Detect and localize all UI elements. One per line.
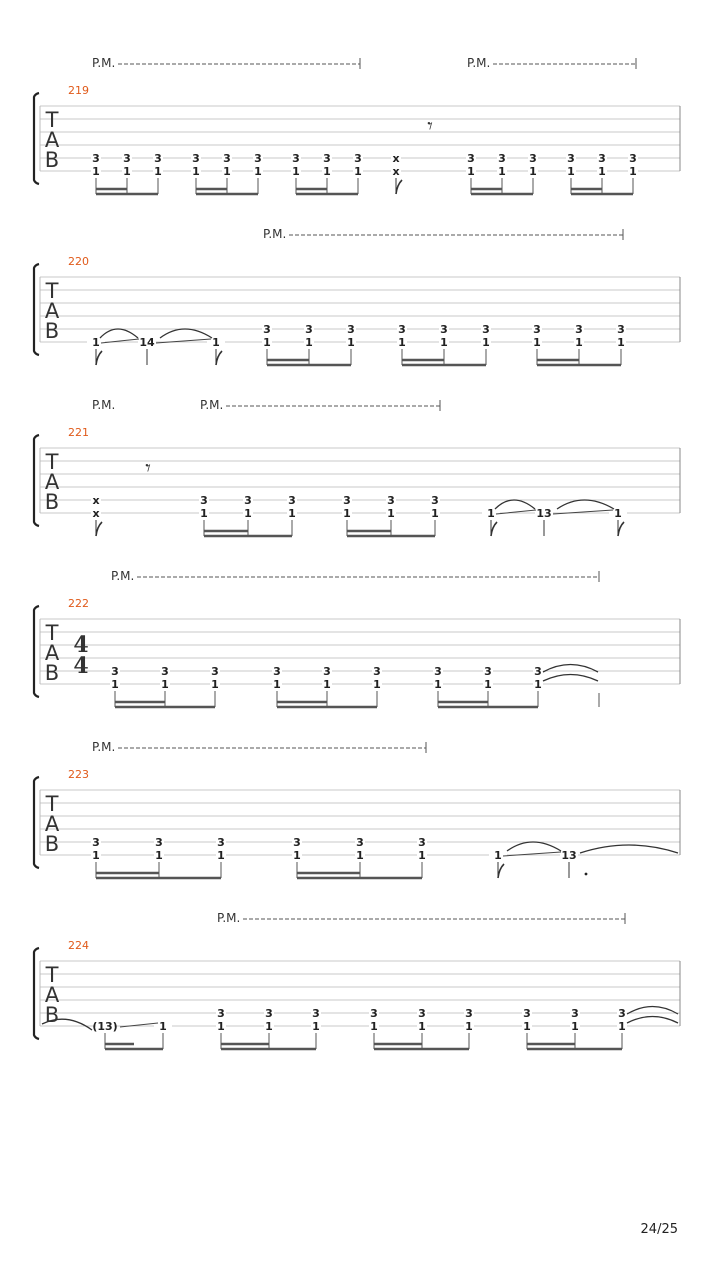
fret-number: 1 bbox=[292, 165, 300, 178]
fret-number: 1 bbox=[598, 165, 606, 178]
fret-number: 1 bbox=[498, 165, 506, 178]
fret-number: 1 bbox=[211, 678, 219, 691]
fret-number: 3 bbox=[498, 152, 506, 165]
measure-number: 220 bbox=[68, 255, 89, 268]
fret-number: 3 bbox=[373, 665, 381, 678]
fret-number: 3 bbox=[244, 494, 252, 507]
fret-number: 1 bbox=[533, 336, 541, 349]
fret-number: 1 bbox=[617, 336, 625, 349]
fret-number: 3 bbox=[370, 1007, 378, 1020]
fret-number: 3 bbox=[617, 323, 625, 336]
fret-number: 1 bbox=[200, 507, 208, 520]
fret-number: 3 bbox=[293, 836, 301, 849]
fret-number: 1 bbox=[494, 849, 502, 862]
page-number: 24/25 bbox=[640, 1222, 678, 1237]
measure-number: 223 bbox=[68, 768, 89, 781]
fret-number: 1 bbox=[254, 165, 262, 178]
palm-mute-label: P.M. bbox=[92, 398, 116, 412]
fret-number: 1 bbox=[434, 678, 442, 691]
measure-number: 224 bbox=[68, 939, 89, 952]
fret-number: 1 bbox=[223, 165, 231, 178]
fret-number: 1 bbox=[465, 1020, 473, 1033]
fret-number: 3 bbox=[288, 494, 296, 507]
palm-mute-label: P.M. bbox=[92, 56, 116, 70]
tab-clef-t: T bbox=[45, 792, 59, 816]
eighth-flag bbox=[96, 351, 102, 365]
fret-number: 1 bbox=[529, 165, 537, 178]
fret-number: 1 bbox=[263, 336, 271, 349]
tab-clef-a: A bbox=[44, 128, 60, 152]
fret-number: 1 bbox=[273, 678, 281, 691]
fret-number: 1 bbox=[575, 336, 583, 349]
palm-mute-label: P.M. bbox=[467, 56, 491, 70]
fret-number: 1 bbox=[440, 336, 448, 349]
fret-number: 3 bbox=[534, 665, 542, 678]
fret-number: 3 bbox=[273, 665, 281, 678]
fret-number: 3 bbox=[92, 836, 100, 849]
measure-number: 219 bbox=[68, 84, 89, 97]
fret-number: 1 bbox=[629, 165, 637, 178]
system-bracket bbox=[34, 606, 39, 697]
fret-number: 3 bbox=[523, 1007, 531, 1020]
fret-number: 3 bbox=[356, 836, 364, 849]
fret-number: 1 bbox=[92, 165, 100, 178]
fret-number: 1 bbox=[192, 165, 200, 178]
tab-clef-b: B bbox=[44, 490, 60, 514]
fret-number: 1 bbox=[418, 1020, 426, 1033]
fret-number: 3 bbox=[323, 665, 331, 678]
eighth-flag bbox=[216, 351, 222, 365]
fret-number: 3 bbox=[567, 152, 575, 165]
fret-number: 1 bbox=[123, 165, 131, 178]
tab-clef-b: B bbox=[44, 148, 60, 172]
system-bracket bbox=[34, 948, 39, 1039]
fret-number: 1 bbox=[323, 165, 331, 178]
fret-number: 3 bbox=[92, 152, 100, 165]
fret-number: 3 bbox=[200, 494, 208, 507]
tab-clef-t: T bbox=[45, 450, 59, 474]
slur bbox=[160, 329, 212, 338]
eighth-rest: 𝄾 bbox=[145, 456, 151, 480]
fret-number: 1 bbox=[484, 678, 492, 691]
fret-number: 1 bbox=[356, 849, 364, 862]
measure-number: 221 bbox=[68, 426, 89, 439]
fret-number: 1 bbox=[159, 1020, 167, 1033]
fret-number: 3 bbox=[292, 152, 300, 165]
fret-number: 13 bbox=[561, 849, 577, 862]
fret-number: 3 bbox=[434, 665, 442, 678]
palm-mute-label: P.M. bbox=[111, 569, 135, 583]
fret-number: 3 bbox=[467, 152, 475, 165]
fret-number: 1 bbox=[312, 1020, 320, 1033]
fret-number: 3 bbox=[482, 323, 490, 336]
fret-number: 3 bbox=[254, 152, 262, 165]
fret-number: 1 bbox=[618, 1020, 626, 1033]
tab-clef-a: A bbox=[44, 299, 60, 323]
eighth-flag bbox=[491, 522, 497, 536]
fret-number: 1 bbox=[161, 678, 169, 691]
fret-number: 3 bbox=[533, 323, 541, 336]
fret-number: 1 bbox=[265, 1020, 273, 1033]
fret-number: 1 bbox=[92, 336, 100, 349]
eighth-flag bbox=[96, 522, 102, 536]
slur bbox=[100, 329, 138, 338]
slur bbox=[495, 500, 535, 509]
tie bbox=[543, 675, 598, 682]
fret-number: 1 bbox=[288, 507, 296, 520]
fret-number: 1 bbox=[244, 507, 252, 520]
fret-number: 1 bbox=[354, 165, 362, 178]
fret-number: 1 bbox=[343, 507, 351, 520]
system-bracket bbox=[34, 435, 39, 526]
fret-number: 1 bbox=[487, 507, 495, 520]
system-5 bbox=[34, 740, 680, 878]
fret-number: 3 bbox=[192, 152, 200, 165]
fret-number: 14 bbox=[139, 336, 155, 349]
system-bracket bbox=[34, 93, 39, 184]
fret-number: 3 bbox=[418, 836, 426, 849]
fret-number: 1 bbox=[467, 165, 475, 178]
palm-mute-label: P.M. bbox=[217, 911, 241, 925]
fret-number: 3 bbox=[154, 152, 162, 165]
palm-mute-label: P.M. bbox=[92, 740, 116, 754]
fret-number: x bbox=[392, 165, 400, 178]
fret-number: 3 bbox=[312, 1007, 320, 1020]
fret-number: 1 bbox=[418, 849, 426, 862]
fret-number: 1 bbox=[293, 849, 301, 862]
fret-number: 3 bbox=[440, 323, 448, 336]
fret-number: 1 bbox=[370, 1020, 378, 1033]
fret-number: 3 bbox=[265, 1007, 273, 1020]
tab-clef-b: B bbox=[44, 832, 60, 856]
palm-mute-label: P.M. bbox=[200, 398, 224, 412]
fret-number: 1 bbox=[534, 678, 542, 691]
eighth-flag bbox=[498, 864, 504, 878]
fret-number: 3 bbox=[618, 1007, 626, 1020]
fret-number: x bbox=[92, 494, 100, 507]
fret-number: 1 bbox=[347, 336, 355, 349]
fret-number: 3 bbox=[398, 323, 406, 336]
fret-number: 3 bbox=[263, 323, 271, 336]
fret-number: 3 bbox=[571, 1007, 579, 1020]
fret-number: 1 bbox=[323, 678, 331, 691]
eighth-flag bbox=[396, 180, 402, 194]
fret-number: x bbox=[392, 152, 400, 165]
slur bbox=[557, 500, 614, 509]
tab-clef-t: T bbox=[45, 621, 59, 645]
system-2 bbox=[34, 227, 680, 365]
fret-number: x bbox=[92, 507, 100, 520]
fret-number: 3 bbox=[387, 494, 395, 507]
system-bracket bbox=[34, 264, 39, 355]
fret-number: 1 bbox=[373, 678, 381, 691]
fret-number: 3 bbox=[217, 1007, 225, 1020]
slur bbox=[507, 842, 561, 851]
tab-clef-b: B bbox=[44, 1003, 60, 1027]
fret-number: 1 bbox=[482, 336, 490, 349]
fret-number: 1 bbox=[155, 849, 163, 862]
tie bbox=[627, 1017, 678, 1024]
fret-number: 13 bbox=[536, 507, 552, 520]
time-signature-top: 4 bbox=[73, 632, 89, 658]
tab-clef-a: A bbox=[44, 983, 60, 1007]
dot bbox=[585, 873, 588, 876]
tab-clef-b: B bbox=[44, 661, 60, 685]
fret-number: 3 bbox=[217, 836, 225, 849]
tab-clef-a: A bbox=[44, 470, 60, 494]
fret-number: 1 bbox=[212, 336, 220, 349]
time-signature-bottom: 4 bbox=[73, 653, 89, 679]
fret-number: 1 bbox=[567, 165, 575, 178]
fret-number: 3 bbox=[629, 152, 637, 165]
measure-number: 222 bbox=[68, 597, 89, 610]
fret-number: 1 bbox=[217, 1020, 225, 1033]
fret-number: 3 bbox=[211, 665, 219, 678]
fret-number: 1 bbox=[523, 1020, 531, 1033]
tab-clef-t: T bbox=[45, 108, 59, 132]
fret-number: 1 bbox=[111, 678, 119, 691]
fret-number: 1 bbox=[305, 336, 313, 349]
tie bbox=[580, 845, 678, 853]
fret-number: 3 bbox=[223, 152, 231, 165]
fret-number: 3 bbox=[529, 152, 537, 165]
fret-number: 3 bbox=[111, 665, 119, 678]
fret-number: 1 bbox=[614, 507, 622, 520]
fret-number: 3 bbox=[484, 665, 492, 678]
fret-number: 3 bbox=[575, 323, 583, 336]
system-6 bbox=[34, 911, 680, 1049]
fret-number: 1 bbox=[387, 507, 395, 520]
tab-clef-t: T bbox=[45, 279, 59, 303]
fret-number: 3 bbox=[465, 1007, 473, 1020]
palm-mute-label: P.M. bbox=[263, 227, 287, 241]
fret-number: 1 bbox=[571, 1020, 579, 1033]
fret-number: (13) bbox=[92, 1020, 118, 1033]
eighth-rest: 𝄾 bbox=[427, 114, 433, 138]
tab-clef-b: B bbox=[44, 319, 60, 343]
fret-number: 3 bbox=[354, 152, 362, 165]
fret-number: 3 bbox=[598, 152, 606, 165]
fret-number: 1 bbox=[431, 507, 439, 520]
fret-number: 3 bbox=[418, 1007, 426, 1020]
fret-number: 3 bbox=[347, 323, 355, 336]
system-3 bbox=[34, 398, 680, 536]
fret-number: 3 bbox=[305, 323, 313, 336]
system-4 bbox=[34, 569, 680, 707]
fret-number: 1 bbox=[217, 849, 225, 862]
fret-number: 3 bbox=[323, 152, 331, 165]
tab-clef-a: A bbox=[44, 641, 60, 665]
fret-number: 3 bbox=[431, 494, 439, 507]
fret-number: 1 bbox=[92, 849, 100, 862]
fret-number: 1 bbox=[154, 165, 162, 178]
tab-clef-t: T bbox=[45, 963, 59, 987]
fret-number: 3 bbox=[161, 665, 169, 678]
tab-clef-a: A bbox=[44, 812, 60, 836]
eighth-flag bbox=[618, 522, 624, 536]
system-1 bbox=[34, 56, 680, 194]
fret-number: 3 bbox=[155, 836, 163, 849]
fret-number: 3 bbox=[343, 494, 351, 507]
fret-number: 1 bbox=[398, 336, 406, 349]
fret-number: 3 bbox=[123, 152, 131, 165]
system-bracket bbox=[34, 777, 39, 868]
